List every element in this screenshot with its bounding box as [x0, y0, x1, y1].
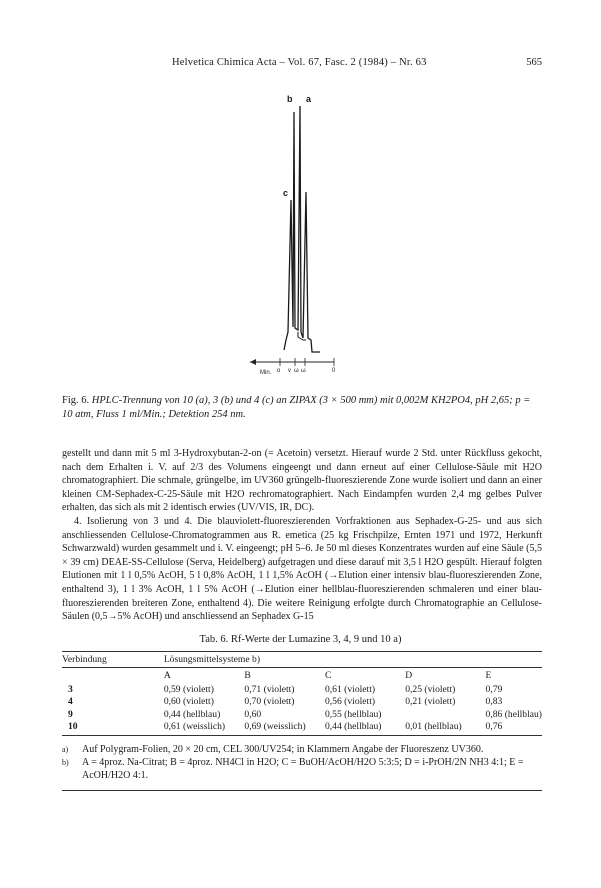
table-title-text: Tab. 6. Rf-Werte der Lumazine 3, 4, 9 und 10 a) [199, 634, 402, 645]
table-row [62, 708, 542, 721]
table-cell: 0,21 (violett) [405, 696, 456, 708]
axis-tick-label: o [277, 368, 281, 374]
table-column-row [62, 668, 542, 684]
footnote [62, 756, 542, 782]
table-cell: 0,56 (violett) [324, 696, 376, 708]
axis-label-min: Min. [260, 370, 272, 376]
table-cell: 0,76 [486, 721, 542, 736]
body-paragraph: gestellt und dann mit 5 ml 3-Hydroxybutan-2-on (= Acetoin) versetzt. Hierauf wurde 2 Std. unter Rückfluss gekocht, nach dem Erhalten i. V. auf 2/3 des Volumens eingeengt und dann erneut auf einer Cellulose-Säule mit H2O chromatographiert. Die schmale, grüngelbe, im UV360 grüngelb-fluoreszierende Zone wurde isoliert und dann an einer kleinen CM-Sephadex-C-25-Säule mit H2O rechromatographiert. Nach Eindampfen wurden 2,4 mg gelbes Pulver erhalten, das sich als mit 2 identisch erwies (UV/VIS, IR, DC). [62, 448, 542, 514]
header-solvent-systems: Lösungsmittelsysteme b) [164, 652, 542, 668]
table-cell: 0,83 [485, 696, 503, 708]
table-row [62, 683, 542, 696]
figure-caption [62, 394, 542, 422]
table-cell: 0,79 [485, 683, 503, 695]
peak-label-a: a [306, 94, 312, 104]
rf-values-table [62, 651, 542, 736]
table-cell: 0,44 (hellblau) [163, 708, 221, 720]
page-number: 565 [526, 57, 542, 68]
column-header: E [485, 670, 492, 681]
footnote-bottom-rule [62, 790, 542, 791]
table-cell: 0,61 (violett) [324, 683, 376, 695]
table-row [62, 721, 542, 736]
peak-label-c: c [283, 188, 289, 198]
table-cell: 0,60 [244, 708, 262, 720]
peak-label-b: b [287, 94, 293, 104]
footnote [62, 743, 542, 756]
table-title [0, 634, 601, 645]
compound-number: 10 [62, 721, 164, 736]
table-cell: 0,69 (weisslich) [244, 721, 325, 736]
compound-number: 9 [68, 708, 73, 720]
table-cell: 0,70 (violett) [244, 696, 295, 708]
compound-number: 3 [68, 683, 73, 695]
table-cell: 0,01 (hellblau) [405, 721, 485, 736]
table-footnotes [62, 743, 542, 782]
table-cell: 0,61 (weisslich) [164, 721, 245, 736]
chromatogram-trace [240, 82, 370, 382]
axis-tick-label: v [288, 368, 291, 374]
compound-number: 4 [68, 696, 73, 708]
column-header: D [405, 670, 413, 681]
table-cell: 0,59 (violett) [163, 683, 214, 695]
body-paragraph: 4. Isolierung von 3 und 4. Die blauviolett-fluoreszierenden Vorfraktionen aus Sephadex-G-25- und aus sich anschliessenden Cellulose-Chromatogrammen aus R. emetica (25 kg Frischpilze, Ernten 1971 und 1972, Herkunft Schwarzwald) wurden gesammelt und i. V. eingeengt; pH 5–6. Je 50 ml dieses Konzentrates wurden auf eine Säule (5,5 × 39 cm) DEAE-SS-Cellulose (Serva, Heidelberg) aufgetragen und diese darauf mit 3,5 l H2O gespült. Hierauf folgten Elutionen mit 1 l 0,5% AcOH, 5 l 0,8% AcOH, 1 l 1,5% AcOH (→Elution einer intensiv blau-fluoreszierenden Zone, enthaltend 3), 1 l 3% AcOH, 1 l 5% AcOH (→Elution einer hellblau-fluoreszierenden schmaleren und einer blau-fluoreszierenden breiteren Zone, enthaltend 4). Die weitere Reinigung erfolgte durch Chromatographie an Cellulose-Säulen (0,5→5% AcOH) und anschliessend an Sephadex G-15 [62, 515, 542, 623]
hplc-chromatogram-figure [240, 82, 370, 382]
column-header: C [324, 670, 332, 681]
axis-tick-label: ω [294, 368, 299, 374]
table-cell: 0,71 (violett) [244, 683, 295, 695]
journal-running-title: Helvetica Chimica Acta – Vol. 67, Fasc. 2 (1984) – Nr. 63 [172, 57, 427, 68]
body-text [62, 447, 542, 624]
table-cell: 0,86 (hellblau) [485, 708, 542, 720]
table-header-row [62, 652, 542, 668]
table-cell: 0,60 (violett) [163, 696, 214, 708]
table-cell: 0,55 (hellblau) [324, 708, 382, 720]
caption-prefix: Fig. 6. [62, 395, 90, 406]
column-header: A [163, 670, 171, 681]
axis-zero-label: 0 [332, 368, 336, 374]
table-cell [405, 708, 485, 721]
caption-text: HPLC-Trennung von 10 (a), 3 (b) und 4 (c) an ZIPAX (3 × 500 mm) mit 0,002M KH2PO4, pH 2,65; p = 10 atm, Fluss 1 ml/Min.; Detektion 254 nm. [62, 395, 531, 420]
axis-tick-label: ω [301, 368, 306, 374]
footnote-text: Auf Polygram-Folien, 20 × 20 cm, CEL 300/UV254; in Klammern Angabe der Fluoreszenz UV360. [82, 744, 484, 755]
table-cell: 0,44 (hellblau) [325, 721, 405, 736]
axis-arrow-left [250, 359, 256, 365]
chromatogram-signal-line [284, 106, 320, 352]
header-compound: Verbindung [62, 652, 164, 668]
table-cell: 0,25 (violett) [405, 683, 456, 695]
footnote-mark: b) [62, 758, 69, 767]
column-header: B [244, 670, 251, 681]
footnote-text: A = 4proz. Na-Citrat; B = 4proz. NH4Cl in H2O; C = BuOH/AcOH/H2O 5:3:5; D = i-PrOH/2N NH3 4:1; E = AcOH/H2O 4:1. [82, 757, 524, 781]
table-row [62, 696, 542, 709]
footnote-mark: a) [62, 745, 69, 754]
